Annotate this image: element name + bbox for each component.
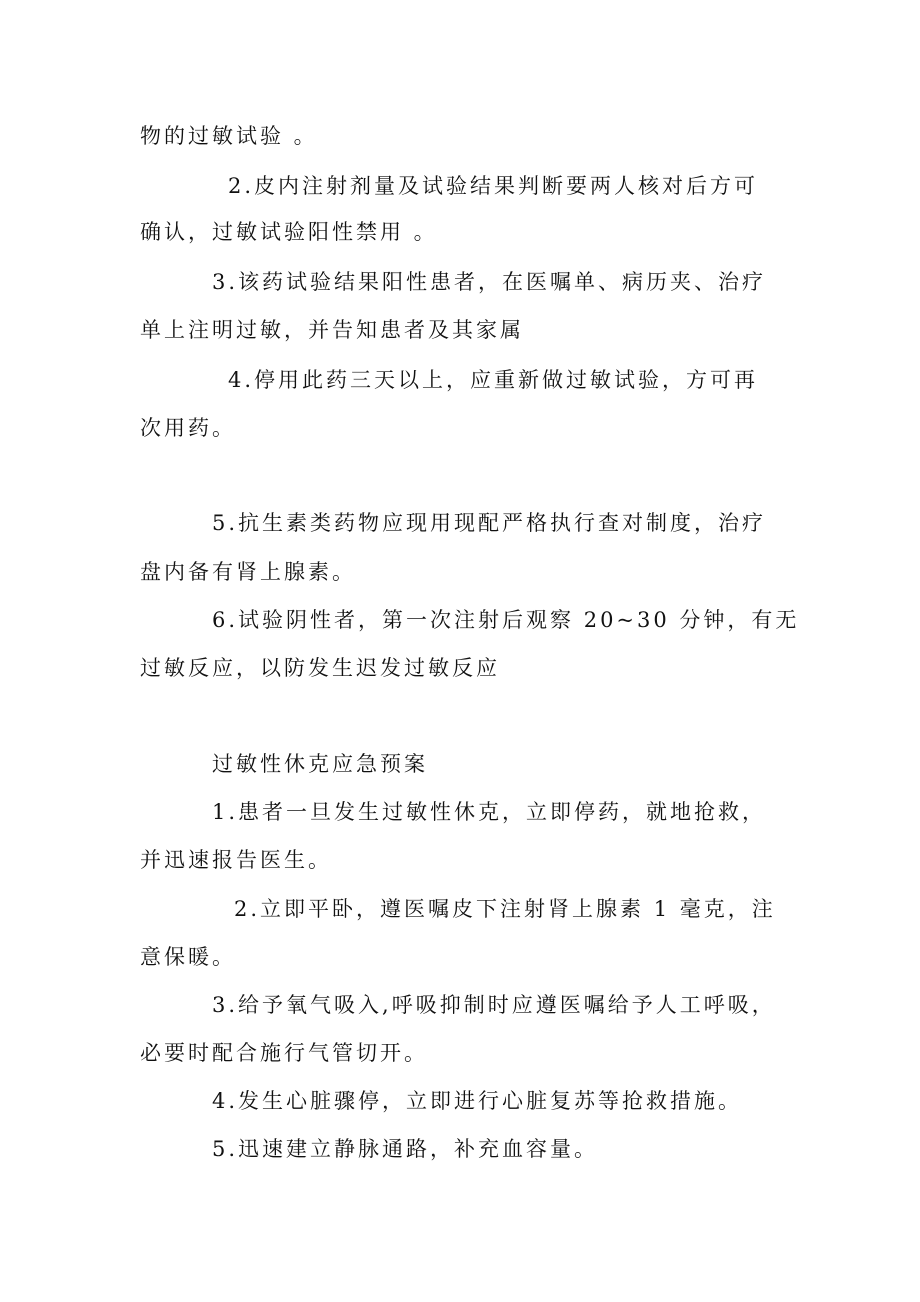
text-line: 盘内备有肾上腺素。 <box>140 560 356 584</box>
text-line: 3.该药试验结果阳性患者，在医嘱单、病历夹、治疗 <box>212 270 767 294</box>
text-line: 3.给予氧气吸入,呼吸抑制时应遵医嘱给予人工呼吸， <box>212 993 776 1017</box>
text-line: 1.患者一旦发生过敏性休克，立即停药，就地抢救， <box>212 800 767 824</box>
text-line: 必要时配合施行气管切开。 <box>140 1041 428 1065</box>
text-line: 6.试验阴性者，第一次注射后观察 20~30 分钟，有无 <box>212 608 800 632</box>
text-line: 2.立即平卧，遵医嘱皮下注射肾上腺素 1 毫克，注 <box>234 897 776 921</box>
text-line: 物的过敏试验 。 <box>140 124 318 148</box>
text-line: 5.抗生素类药物应现用现配严格执行查对制度，治疗 <box>212 511 767 535</box>
text-line: 2.皮内注射剂量及试验结果判断要两人核对后方可 <box>228 174 759 198</box>
text-line: 过敏反应，以防发生迟发过敏反应 <box>140 656 500 680</box>
text-line: 4.停用此药三天以上，应重新做过敏试验，方可再 <box>228 368 759 392</box>
text-line: 单上注明过敏，并告知患者及其家属 <box>140 318 524 342</box>
text-line: 确认，过敏试验阳性禁用 。 <box>140 220 438 244</box>
text-line: 并迅速报告医生。 <box>140 848 332 872</box>
section-heading: 过敏性休克应急预案 <box>212 752 428 776</box>
text-line: 意保暖。 <box>140 945 236 969</box>
text-line: 次用药。 <box>140 416 236 440</box>
text-line: 4.发生心脏骤停，立即进行心脏复苏等抢救措施。 <box>212 1089 743 1113</box>
text-line: 5.迅速建立静脉通路，补充血容量。 <box>212 1137 599 1161</box>
